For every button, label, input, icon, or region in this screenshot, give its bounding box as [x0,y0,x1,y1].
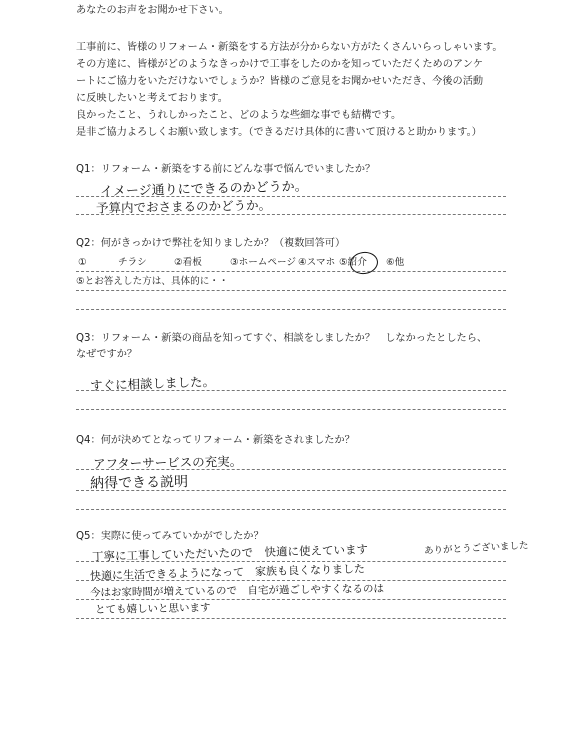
q3-rule-1 [76,390,506,391]
q1-answer-1: イメージ通りにできるのかどうか。 [99,179,308,200]
intro-line-3: ートにご協力をいただけないでしょうか？皆様のご意見をお聞かせいただき、今後の活動 [76,76,484,87]
intro-line-6: 是非ご協力よろしくお願い致します。（できるだけ具体的に書いて頂けると助かります。） [76,127,482,138]
intro-line-1: 工事前に、皆様のリフォーム・新築をする方法が分からない方がたくさんいらっしゃいます。 [76,42,503,53]
intro-line-2: その方達に、皆様がどのようなきっかけで工事をしたのかを知っていただくためのアンケ [76,59,483,70]
intro-top-line: あなたのお声をお聞かせ下さい。 [76,5,229,16]
q5-rule-3 [76,599,506,600]
q5-question: Q5：実際に使ってみていかがでしたか？ [76,531,264,542]
q4-rule-2 [76,490,506,491]
q2-followup: ⑤とお答えした方は、具体的に・・ [76,276,229,287]
q3-rule-2 [76,409,506,410]
q4-question: Q4：何が決めてとなってリフォーム・新築をされましたか？ [76,435,355,446]
q2-option-other: ⑥他 [386,257,405,268]
q2-rule-2 [76,290,506,291]
q4-rule-1 [76,469,506,470]
intro-line-4: に反映したいと考えております。 [76,93,228,104]
q5-rule-2 [76,580,506,581]
q5-answer-line-3: 今はお家時間が増えているので 自宅が過ごしやすくなるのは [89,582,385,600]
q3-question-line-1: Q3：リフォーム・新築の商品を知ってすぐ、相談をしましたか？ しなかったとしたら、 [76,333,488,344]
q2-option-homepage: ③ホームページ [230,257,296,268]
q4-rule-3 [76,509,506,510]
q5-answer-line-4: とても嬉しいと思います [94,601,211,617]
q1-answer-2: 予算内でおさまるのかどうか。 [95,197,272,216]
q1-rule-2 [76,214,506,215]
q5-rule-4 [76,618,506,619]
q2-rule-3 [76,309,506,310]
q2-option-smartphone: ④スマホ [298,257,336,268]
q2-rule-1 [76,271,506,272]
intro-line-5: 良かったこと、うれしかったこと、どのような些細な事でも結構です。 [76,110,402,121]
q5-answer-line-1: 丁寧に工事していただいたので 快適に使えています [91,542,369,564]
q2-option-flyer: チラシ [118,257,147,268]
q5-answer-thanks: ありがとうございました [423,540,529,557]
q3-answer: すぐに相談しました。 [89,373,216,394]
q1-question: Q1：リフォーム・新築をする前にどんな事で悩んでいましたか？ [76,164,376,175]
q2-option-signboard: ②看板 [174,257,202,268]
q3-question-line-2: なぜですか？ [76,349,138,360]
q2-question: Q2：何がきっかけで弊社を知りましたか？（複数回答可） [76,238,346,249]
q4-answer-2: 納得できる説明 [89,474,189,492]
q4-answer-1: アフターサービスの充実。 [92,453,243,472]
q2-option-referral: ⑤紹介 [339,257,367,268]
q2-option-1: ① [78,257,87,268]
q5-answer-line-2: 快適に生活できるようになって 家族も良くなりました [89,562,366,583]
